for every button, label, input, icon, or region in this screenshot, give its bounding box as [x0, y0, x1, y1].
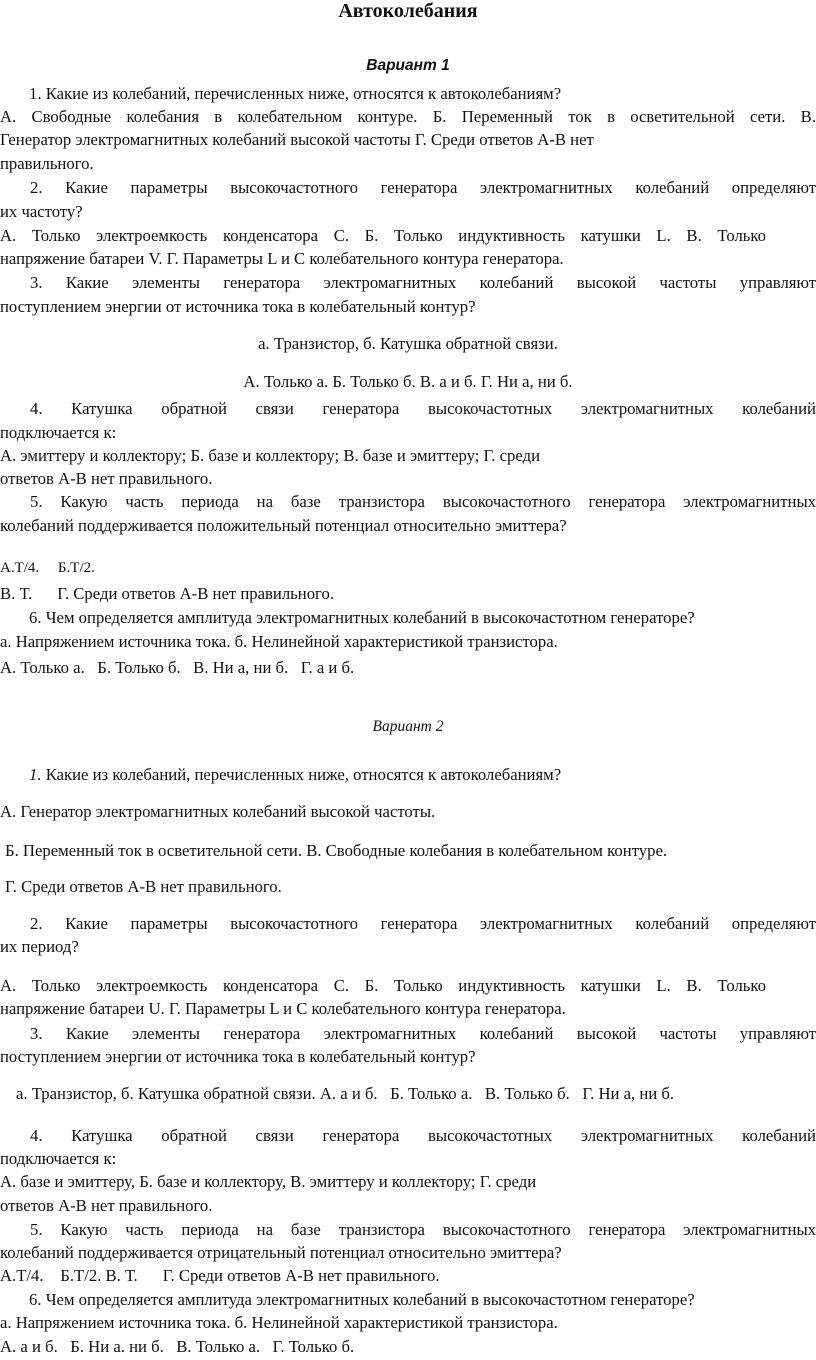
v1-q6-question: 6. Чем определяется амплитуда электромагнитных колебаний в высокочастотном генераторе?	[29, 608, 695, 627]
v2-q6-items: а. Напряжением источника тока. б. Нелинейной характеристикой транзистора.	[0, 1313, 558, 1332]
v2-q4-options-line: А. базе и эмиттеру, Б. базе и коллектору, В. эмиттеру и коллектору; Г. среди	[0, 1172, 537, 1191]
v2-q4-question-cont: подключается к:	[0, 1149, 117, 1168]
variant-1-heading: Вариант 1	[366, 57, 450, 74]
v2-q4-options-line: ответов А-В нет правильного.	[0, 1196, 213, 1215]
document-title: Автоколебания	[338, 0, 478, 22]
v1-q5-question: 5. Какую часть периода на базе транзистора высокочастотного генератора электромагнитных	[30, 492, 816, 511]
v1-q5-question-cont: колебаний поддерживается положительный потенциал относительно эмиттера?	[0, 516, 567, 535]
v1-q4-options-line: ответов А-В нет правильного.	[0, 469, 213, 488]
v1-q1-options-line: правильного.	[0, 154, 94, 173]
v2-q5-question-cont: колебаний поддерживается отрицательный потенциал относительно эмиттера?	[0, 1243, 562, 1262]
v1-q6-options: А. Только а. Б. Только б. В. Ни а, ни б. Г. а и б.	[0, 658, 355, 677]
v2-q2-options-line: А. Только электроемкость конденсатора С. Б. Только индуктивность катушки L. В. Только	[0, 976, 766, 995]
v1-q1-options-line: Генератор электромагнитных колебаний высокой частоты Г. Среди ответов А-В нет	[0, 130, 594, 149]
v1-q4-question-cont: подключается к:	[0, 423, 117, 442]
v1-q2-options-line: А. Только электроемкость конденсатора С. Б. Только индуктивность катушки L. В. Только	[0, 226, 766, 245]
v2-q1-option: Г. Среди ответов А-В нет правильного.	[5, 877, 282, 896]
v1-q4-question: 4. Катушка обратной связи генератора высокочастотных электромагнитных колебаний	[30, 399, 816, 418]
v1-q2-question: 2. Какие параметры высокочастотного генератора электромагнитных колебаний определяют	[30, 178, 816, 197]
v1-q5-options-line: А.Т/4. Б.Т/2.	[0, 560, 95, 576]
v1-q2-question-cont: их частоту?	[0, 202, 83, 221]
v1-q3-options: А. Только а. Б. Только б. В. а и б. Г. Ни а, ни б.	[243, 372, 573, 391]
v1-q5-options-line: В. Т. Г. Среди ответов А-В нет правильного.	[0, 584, 334, 603]
v2-q5-options: А.Т/4. Б.Т/2. В. Т. Г. Среди ответов А-В нет правильного.	[0, 1266, 440, 1285]
v2-q4-question: 4. Катушка обратной связи генератора высокочастотных электромагнитных колебаний	[30, 1126, 816, 1145]
v2-q2-options-line: напряжение батареи U. Г. Параметры L и С колебательного контура генератора.	[0, 999, 566, 1018]
v2-q1-question	[29, 764, 816, 786]
v1-q1-options-line: А. Свободные колебания в колебательном контуре. Б. Переменный ток в осветительной сети. В.	[0, 107, 816, 126]
v1-q3-question-cont: поступлением энергии от источника тока в колебательный контур?	[0, 297, 476, 316]
v1-q1-question: 1. Какие из колебаний, перечисленных ниже, относятся к автоколебаниям?	[29, 84, 562, 103]
v2-q3-question: 3. Какие элементы генератора электромагнитных колебаний высокой частоты управляют	[30, 1024, 816, 1043]
v2-q2-question: 2. Какие параметры высокочастотного генератора электромагнитных колебаний определяют	[30, 914, 816, 933]
v2-q2-question-cont: их период?	[0, 937, 79, 956]
v2-q6-options: А. а и б. Б. Ни а. ни б. В. Только а. Г. Только б.	[0, 1337, 355, 1356]
variant-2-heading: Вариант 2	[372, 718, 444, 735]
v1-q2-options-line: напряжение батареи V. Г. Параметры L и С колебательного контура генератора.	[0, 249, 564, 268]
v2-q5-question: 5. Какую часть периода на базе транзистора высокочастотного генератора электромагнитных	[30, 1220, 816, 1239]
v1-q3-items: а. Транзистор, б. Катушка обратной связи.	[258, 334, 558, 353]
v2-q1-text: Какие из колебаний, перечисленных ниже, относятся к автоколебаниям?	[41, 765, 562, 784]
v2-q1-option: А. Генератор электромагнитных колебаний высокой частоты.	[0, 802, 436, 821]
v2-q3-options: а. Транзистор, б. Катушка обратной связи. А. а и б. Б. Только а. В. Только б. Г. Ни а, ни б.	[16, 1084, 675, 1103]
v2-q1-number: 1.	[29, 765, 42, 784]
v2-q6-question: 6. Чем определяется амплитуда электромагнитных колебаний в высокочастотном генераторе?	[29, 1290, 695, 1309]
v2-q1-option: Б. Переменный ток в осветительной сети. В. Свободные колебания в колебательном контуре.	[5, 841, 668, 860]
v1-q3-question: 3. Какие элементы генератора электромагнитных колебаний высокой частоты управляют	[30, 273, 816, 292]
v2-q3-question-cont: поступлением энергии от источника тока в колебательный контур?	[0, 1047, 476, 1066]
v1-q4-options-line: А. эмиттеру и коллектору; Б. базе и коллектору; В. базе и эмиттеру; Г. среди	[0, 446, 540, 465]
v1-q6-items: а. Напряжением источника тока. б. Нелинейной характеристикой транзистора.	[0, 632, 558, 651]
